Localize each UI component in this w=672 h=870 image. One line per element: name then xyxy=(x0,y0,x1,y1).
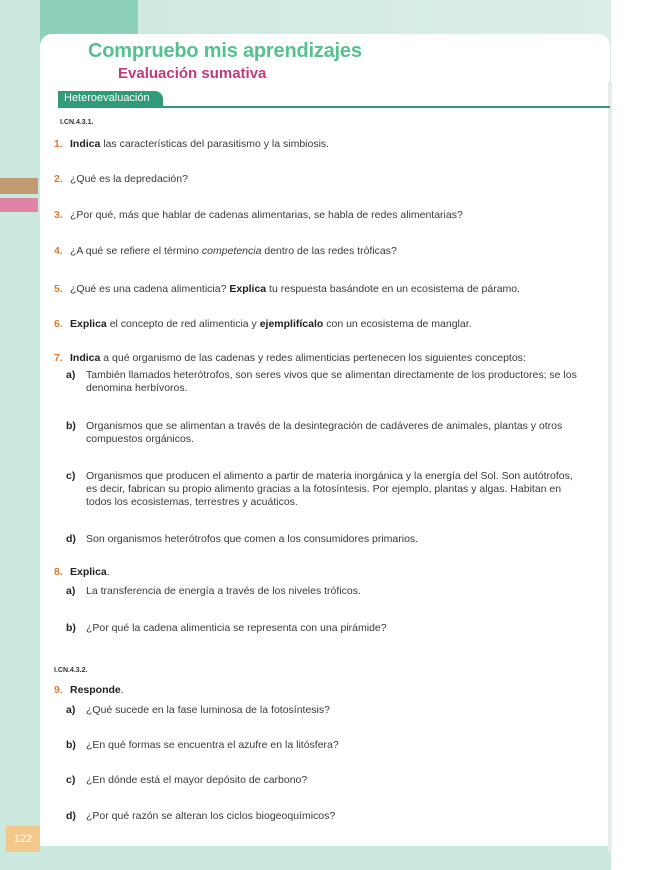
item-text: Organismos que se alimentan a través de la desintegración de cadáveres de animales, plantas y otros compuestos orgánicos. xyxy=(86,420,563,445)
q9-item-b xyxy=(66,739,586,752)
question-number: 7. xyxy=(54,352,63,364)
question-number: 5. xyxy=(54,283,63,295)
question-number: 8. xyxy=(54,566,63,578)
question-text-end: con un ecosistema de manglar. xyxy=(323,318,472,330)
question-7 xyxy=(54,352,599,365)
item-letter: c) xyxy=(66,470,76,482)
margin-tab-brown xyxy=(0,178,38,194)
item-text: La transferencia de energía a través de los niveles tróficos. xyxy=(86,585,361,597)
question-1 xyxy=(54,138,599,151)
card-edge xyxy=(608,82,612,852)
item-text: ¿En qué formas se encuentra el azufre en la litósfera? xyxy=(86,739,339,751)
question-text: . xyxy=(106,566,110,578)
question-number: 2. xyxy=(54,173,63,185)
left-margin-strip xyxy=(0,0,40,870)
item-letter: a) xyxy=(66,704,76,716)
question-verb: Explica xyxy=(70,318,107,330)
item-text: También llamados heterótrofos, son seres vivos que se alimentan directamente de los productores; se los denomina herbívoros. xyxy=(86,369,577,394)
question-verb: Explica xyxy=(229,283,267,295)
q7-item-c xyxy=(66,470,586,509)
question-text: ¿A qué se refiere el término xyxy=(70,245,202,257)
indicator-code: I.CN.4.3.1. xyxy=(60,119,94,126)
question-5 xyxy=(54,283,599,296)
item-text: Organismos que producen el alimento a partir de materia inorgánica y la energía del Sol. Son autótrofos, es decir, fabrican su propio alimento gracias a la fotosíntesis. Por ejemplo, plantas y algas. Habitan en todos los ecosistemas, terrestres y acuáticos. xyxy=(86,470,573,508)
page-title: Compruebo mis aprendizajes xyxy=(88,40,362,62)
item-letter: b) xyxy=(66,622,76,634)
question-verb-2: ejemplifícalo xyxy=(259,318,324,330)
section-divider xyxy=(58,106,610,108)
q7-item-a xyxy=(66,369,586,395)
question-verb: Explica xyxy=(70,566,107,578)
question-text: el concepto de red alimenticia y xyxy=(106,318,260,330)
q9-item-c xyxy=(66,774,586,787)
question-9 xyxy=(54,684,599,697)
question-text: a qué organismo de las cadenas y redes alimenticias pertenecen los siguientes conceptos: xyxy=(100,352,526,364)
question-text: ¿Qué es una cadena alimenticia? xyxy=(70,283,230,295)
right-margin xyxy=(611,0,672,870)
q7-item-d xyxy=(66,533,586,546)
question-4 xyxy=(54,245,599,258)
question-number: 3. xyxy=(54,209,63,221)
item-letter: b) xyxy=(66,739,76,751)
question-text: . xyxy=(120,684,124,696)
q9-item-d xyxy=(66,810,586,823)
item-text: Son organismos heterótrofos que comen a los consumidores primarios. xyxy=(86,533,419,545)
margin-tab-pink xyxy=(0,198,38,212)
item-letter: c) xyxy=(66,774,76,786)
question-text-end: tu respuesta basándote en un ecosistema de páramo. xyxy=(266,283,521,295)
indicator-code: I.CN.4.3.2. xyxy=(54,667,88,674)
item-text: ¿Qué sucede en la fase luminosa de la fotosíntesis? xyxy=(86,704,330,716)
item-letter: d) xyxy=(66,810,76,822)
question-number: 9. xyxy=(54,684,63,696)
item-text: ¿Por qué la cadena alimenticia se representa con una pirámide? xyxy=(86,622,387,634)
question-verb: Indica xyxy=(70,138,101,150)
question-italic-term: competencia xyxy=(201,245,262,257)
question-number: 1. xyxy=(54,138,63,150)
question-text-end: dentro de las redes tróficas? xyxy=(261,245,397,257)
q7-item-b xyxy=(66,420,586,446)
question-verb: Indica xyxy=(70,352,101,364)
page-number: 122 xyxy=(6,826,40,852)
bottom-band xyxy=(0,842,672,870)
question-verb: Responde xyxy=(70,684,121,696)
q8-item-a xyxy=(66,585,586,598)
item-text: ¿Por qué razón se alteran los ciclos biogeoquímicos? xyxy=(86,810,336,822)
question-number: 4. xyxy=(54,245,63,257)
question-number: 6. xyxy=(54,318,63,330)
item-letter: d) xyxy=(66,533,76,545)
section-label: Heteroevaluación xyxy=(64,92,150,104)
question-8 xyxy=(54,566,599,579)
item-letter: b) xyxy=(66,420,76,432)
item-letter: a) xyxy=(66,585,76,597)
question-text: las características del parasitismo y la simbiosis. xyxy=(100,138,330,150)
question-2 xyxy=(54,173,599,186)
question-3 xyxy=(54,209,599,222)
page-subtitle: Evaluación sumativa xyxy=(118,65,267,82)
q9-item-a xyxy=(66,704,586,717)
item-text: ¿En dónde está el mayor depósito de carbono? xyxy=(86,774,308,786)
q8-item-b xyxy=(66,622,586,635)
question-text: ¿Qué es la depredación? xyxy=(70,173,188,185)
item-letter: a) xyxy=(66,369,76,381)
question-6 xyxy=(54,318,599,331)
question-text: ¿Por qué, más que hablar de cadenas alimentarias, se habla de redes alimentarias? xyxy=(70,209,463,221)
